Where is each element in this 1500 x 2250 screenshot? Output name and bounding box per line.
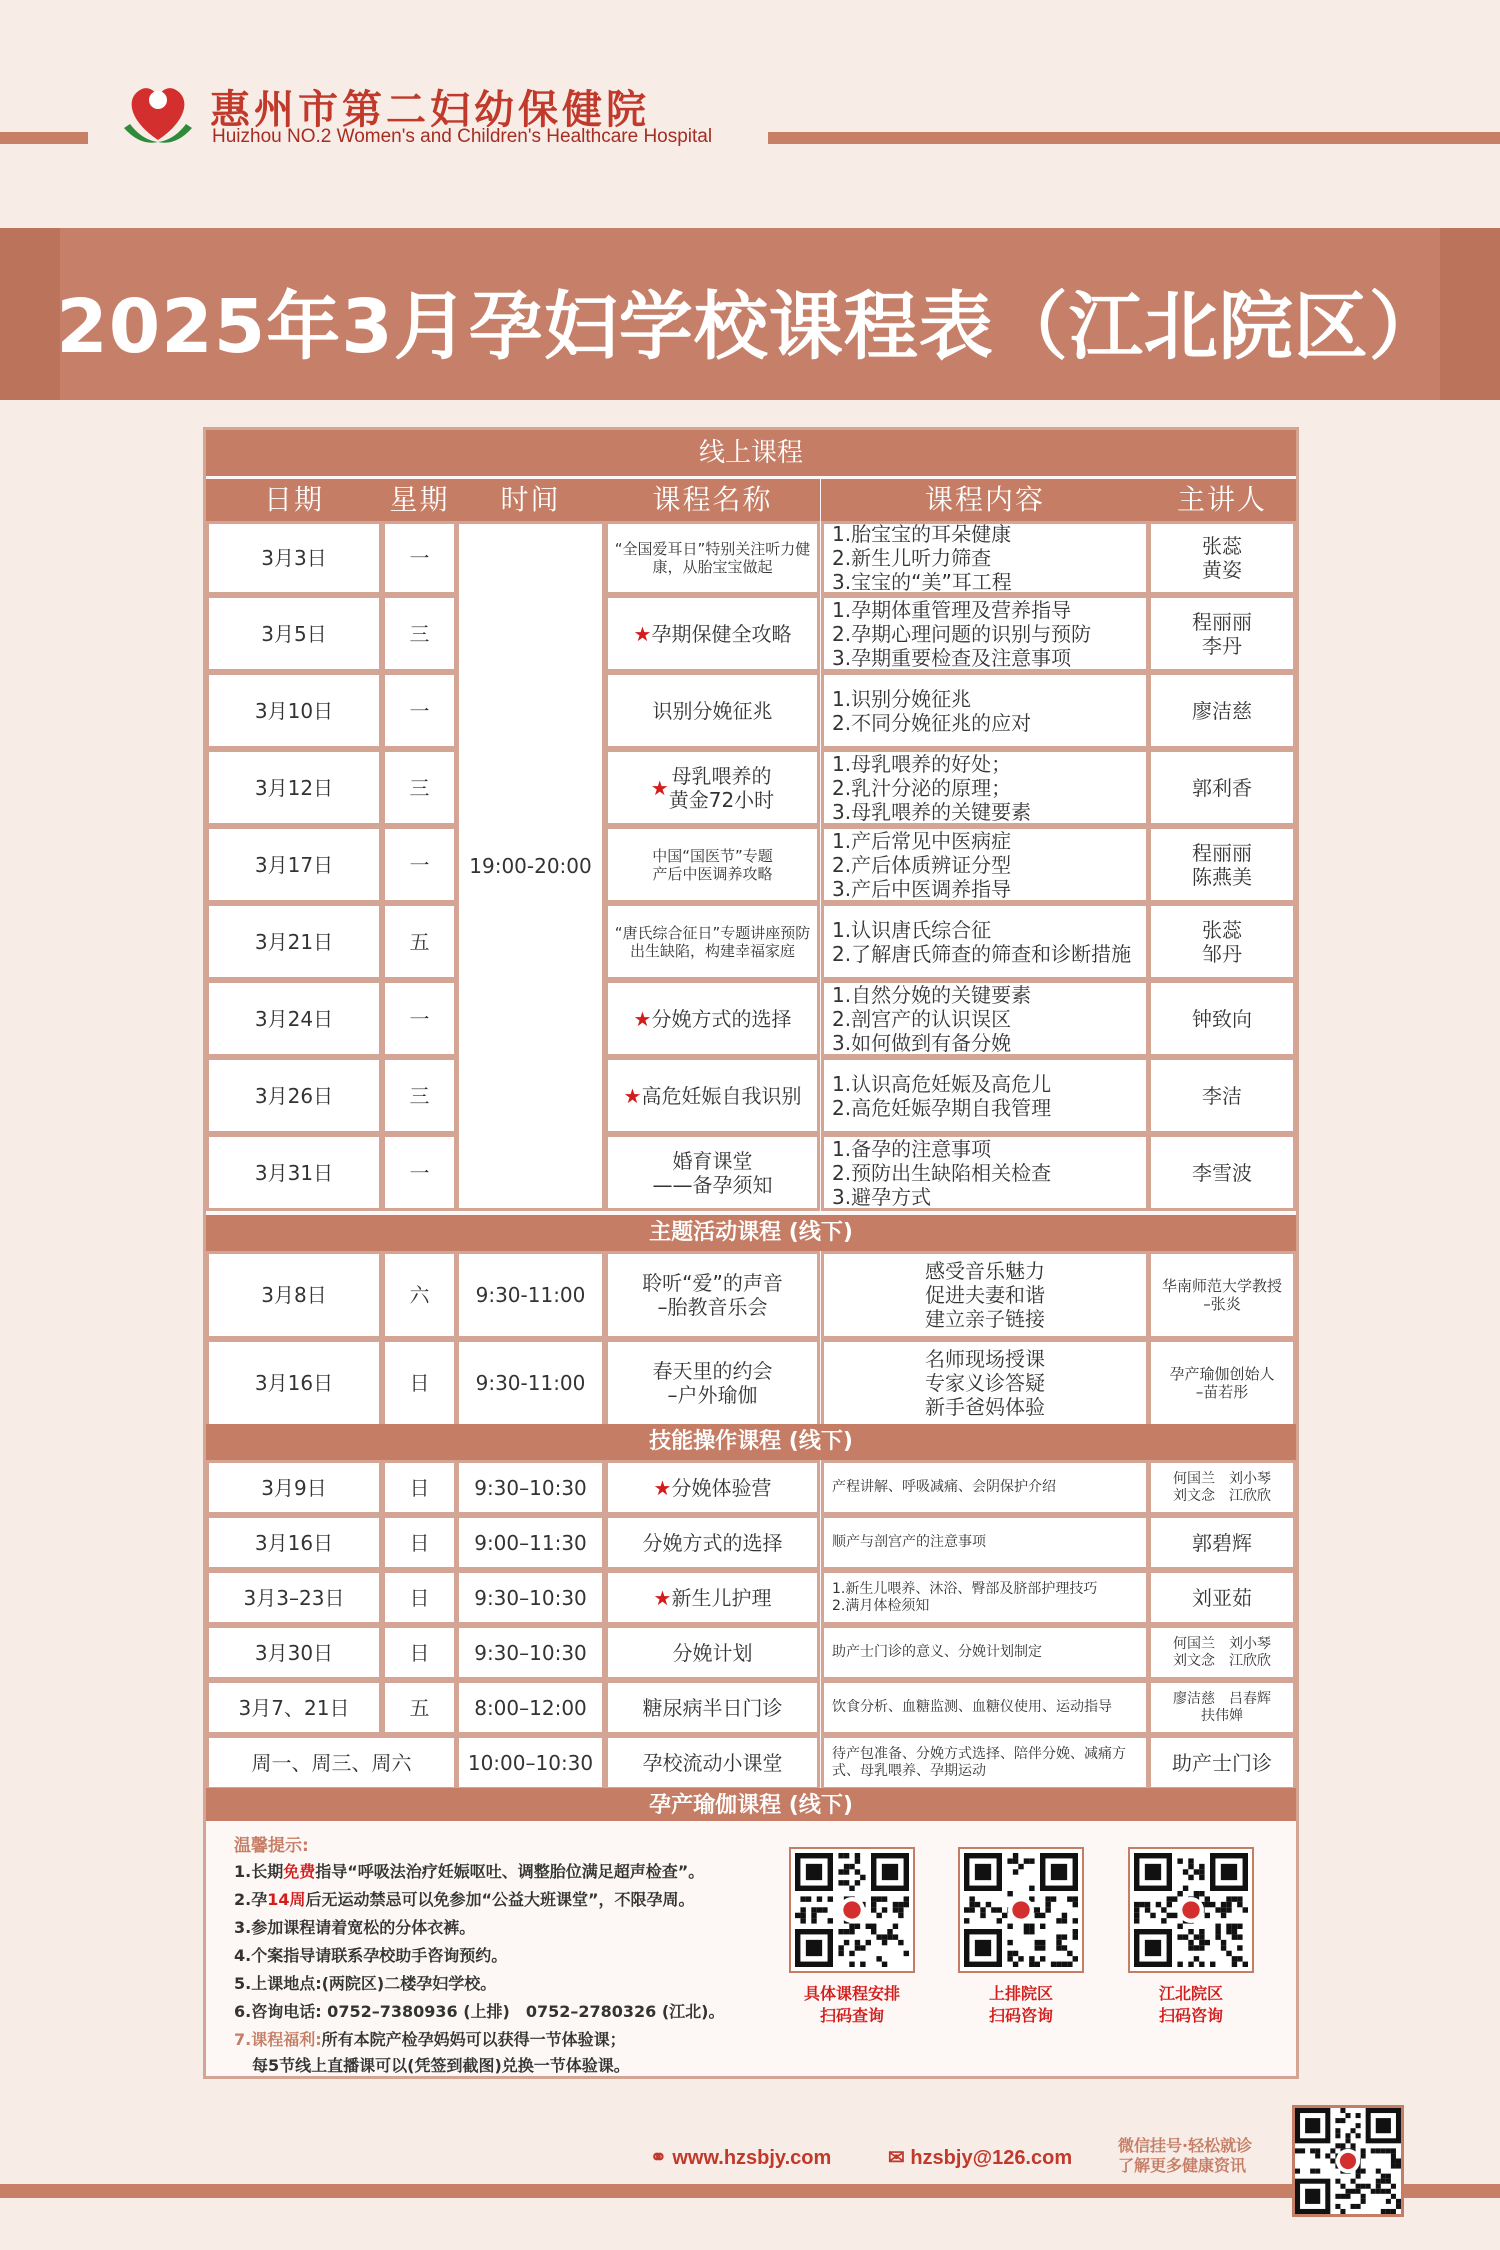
- course-name-cell: [605, 826, 820, 903]
- speaker-cell: 李雪波: [1148, 1134, 1296, 1211]
- course-name-cell: [605, 1735, 820, 1790]
- tip-4: 4.个案指导请联系孕校助手咨询预约。: [234, 1946, 508, 1965]
- course-name-text: 新生儿护理: [671, 1585, 772, 1610]
- speaker-cell: 李洁: [1148, 1057, 1296, 1134]
- course-content-cell: 顺产与剖宫产的注意事项: [821, 1515, 1149, 1570]
- qr-schedule-label: 具体课程安排 扫码查询: [803, 1984, 900, 2025]
- time-cell: 8:00–12:00: [456, 1680, 605, 1735]
- header-line-right: [768, 132, 1500, 144]
- weekday-cell: 日: [382, 1625, 457, 1680]
- weekday-cell: 三: [382, 595, 457, 672]
- course-name-cell: [605, 1134, 820, 1211]
- course-content-cell: 1.母乳喂养的好处； 2.乳汁分泌的原理； 3.母乳喂养的关键要素: [821, 749, 1149, 826]
- speaker-cell: 华南师范大学教授 –张炎: [1148, 1251, 1296, 1339]
- tips-panel: [206, 1821, 1296, 2076]
- course-name-text: 孕期保健全攻略: [651, 621, 792, 646]
- course-name-text: 分娩体验营: [671, 1475, 772, 1500]
- course-name-cell: [605, 749, 820, 826]
- time-cell: 9:30–10:30: [456, 1625, 605, 1680]
- hospital-logo-icon: [118, 70, 198, 150]
- time-cell: 9:00–11:30: [456, 1515, 605, 1570]
- column-header: 课程内容: [821, 479, 1149, 521]
- course-content-cell: 1.备孕的注意事项 2.预防出生缺陷相关检查 3.避孕方式: [821, 1134, 1149, 1211]
- column-header: 主讲人: [1148, 479, 1296, 521]
- star-icon: ★: [633, 621, 652, 646]
- course-content-cell: 1.新生儿喂养、沐浴、臀部及脐部护理技巧 2.满月体检须知: [821, 1570, 1149, 1625]
- column-header: 星期: [382, 479, 457, 521]
- course-name-text: 婚育课堂 ——备孕须知: [652, 1148, 773, 1197]
- schedule-table: [203, 427, 1299, 2079]
- section-yoga: 孕产瑜伽课程 (线下): [206, 1788, 1296, 1824]
- date-cell: 3月3日: [206, 521, 382, 595]
- weekday-cell: 一: [382, 980, 457, 1057]
- date-cell: 3月7、21日: [206, 1680, 382, 1735]
- star-icon: ★: [653, 1585, 672, 1610]
- date-cell: 3月16日: [206, 1515, 382, 1570]
- column-header: 课程名称: [605, 479, 820, 521]
- qr-shangpai-label: 上排院区 扫码咨询: [988, 1984, 1053, 2025]
- course-name-text: 高危妊娠自我识别: [641, 1083, 802, 1108]
- speaker-cell: 孕产瑜伽创始人 –苗若彤: [1148, 1339, 1296, 1427]
- weekday-cell: 日: [382, 1339, 457, 1427]
- course-name-text: 孕校流动小课堂: [642, 1750, 783, 1775]
- date-cell: 3月17日: [206, 826, 382, 903]
- hospital-name-cn: 惠州市第二妇幼保健院: [210, 86, 650, 133]
- time-cell: 9:30-11:00: [456, 1339, 605, 1427]
- time-cell: 19:00-20:00: [456, 521, 605, 1211]
- speaker-cell: 钟致向: [1148, 980, 1296, 1057]
- date-cell: 3月10日: [206, 672, 382, 749]
- qr-jiangbei[interactable]: [1128, 1847, 1254, 1973]
- course-name-text: 识别分娩征兆: [652, 698, 773, 723]
- time-cell: 9:30–10:30: [456, 1570, 605, 1625]
- page-title: 2025年3月孕妇学校课程表（江北院区）: [56, 284, 1444, 370]
- speaker-cell: 何国兰 刘小琴 刘文念 江欣欣: [1148, 1460, 1296, 1515]
- footer-slogan: 微信挂号·轻松就诊 了解更多健康资讯: [1118, 2136, 1253, 2175]
- weekday-cell: 一: [382, 826, 457, 903]
- speaker-cell: 何国兰 刘小琴 刘文念 江欣欣: [1148, 1625, 1296, 1680]
- hospital-name-en: Huizhou NO.2 Women's and Children's Healthcare Hospital: [212, 126, 713, 147]
- title-banner: [0, 228, 1500, 400]
- footer-website[interactable]: ⚭ www.hzsbjy.com: [650, 2147, 832, 2169]
- course-name-cell: [605, 1680, 820, 1735]
- mail-icon: ✉: [888, 2147, 911, 2169]
- date-cell: 3月5日: [206, 595, 382, 672]
- weekday-cell: 日: [382, 1515, 457, 1570]
- qr-jiangbei-label: 江北院区 扫码咨询: [1158, 1984, 1223, 2025]
- speaker-cell: 廖洁慈: [1148, 672, 1296, 749]
- footer-line: [0, 2184, 1500, 2198]
- course-content-cell: 1.认识高危妊娠及高危儿 2.高危妊娠孕期自我管理: [821, 1057, 1149, 1134]
- tip-5: 5.上课地点:(两院区)二楼孕妇学校。: [234, 1974, 497, 1993]
- time-cell: 9:30–10:30: [456, 1460, 605, 1515]
- qr-schedule[interactable]: [789, 1847, 915, 1973]
- header-line-left: [0, 132, 88, 144]
- course-name-text: 母乳喂养的 黄金72小时: [668, 763, 775, 812]
- globe-icon: ⚭: [650, 2147, 673, 2169]
- footer-qr-code[interactable]: [1292, 2105, 1404, 2217]
- date-cell: 3月12日: [206, 749, 382, 826]
- date-cell: 3月31日: [206, 1134, 382, 1211]
- section-activity: 主题活动课程 (线下): [206, 1215, 1296, 1251]
- column-header: 时间: [456, 479, 605, 521]
- star-icon: ★: [633, 1006, 652, 1031]
- tips-title: 温馨提示:: [234, 1836, 309, 1856]
- course-name-cell: [605, 521, 820, 595]
- course-name-cell: [605, 1057, 820, 1134]
- weekday-cell: 一: [382, 1134, 457, 1211]
- weekday-cell: 六: [382, 1251, 457, 1339]
- course-content-cell: 1.产后常见中医病症 2.产后体质辨证分型 3.产后中医调养指导: [821, 826, 1149, 903]
- tip-6: 6.咨询电话: 0752–7380936 (上排) 0752–2780326 (江北)。: [234, 2002, 725, 2021]
- date-cell: 3月9日: [206, 1460, 382, 1515]
- course-content-cell: 1.识别分娩征兆 2.不同分娩征兆的应对: [821, 672, 1149, 749]
- weekday-cell: 五: [382, 1680, 457, 1735]
- course-content-cell: 感受音乐魅力 促进夫妻和谐 建立亲子链接: [821, 1251, 1149, 1339]
- course-content-cell: 1.胎宝宝的耳朵健康 2.新生儿听力筛查 3.宝宝的“美”耳工程: [821, 521, 1149, 595]
- course-content-cell: 1.孕期体重管理及营养指导 2.孕期心理问题的识别与预防 3.孕期重要检查及注意事项: [821, 595, 1149, 672]
- course-name-cell: [605, 595, 820, 672]
- course-name-cell: [605, 1625, 820, 1680]
- section-online: 线上课程: [206, 430, 1296, 476]
- course-name-text: “唐氏综合征日”专题讲座预防出生缺陷，构建幸福家庭: [614, 923, 811, 960]
- speaker-cell: 助产士门诊: [1148, 1735, 1296, 1790]
- star-icon: ★: [650, 775, 669, 800]
- course-name-text: “全国爱耳日”特别关注听力健康，从胎宝宝做起: [614, 540, 811, 576]
- weekday-cell: 三: [382, 1057, 457, 1134]
- weekday-cell: 日: [382, 1570, 457, 1625]
- course-content-cell: 助产士门诊的意义、分娩计划制定: [821, 1625, 1149, 1680]
- date-cell: 3月21日: [206, 903, 382, 980]
- speaker-cell: 郭利香: [1148, 749, 1296, 826]
- date-cell: 3月30日: [206, 1625, 382, 1680]
- star-icon: ★: [653, 1475, 672, 1500]
- course-content-cell: 名师现场授课 专家义诊答疑 新手爸妈体验: [821, 1339, 1149, 1427]
- date-cell: 3月8日: [206, 1251, 382, 1339]
- course-name-cell: 聆听“爱”的声音 –胎教音乐会: [605, 1251, 820, 1339]
- course-name-cell: 春天里的约会 –户外瑜伽: [605, 1339, 820, 1427]
- tip-1: 1.长期免费指导“呼吸法治疗妊娠呕吐、调整胎位满足超声检查”。: [234, 1862, 705, 1881]
- date-cell: 3月16日: [206, 1339, 382, 1427]
- speaker-cell: 张蕊 邹丹: [1148, 903, 1296, 980]
- course-name-text: 分娩方式的选择: [642, 1530, 783, 1555]
- date-cell: 3月3–23日: [206, 1570, 382, 1625]
- time-cell: 10:00–10:30: [456, 1735, 605, 1790]
- course-content-cell: 待产包准备、分娩方式选择、陪伴分娩、减痛方式、母乳喂养、孕期运动: [821, 1735, 1149, 1790]
- column-header: 日期: [206, 479, 382, 521]
- tip-8: 每5节线上直播课可以(凭签到截图)兑换一节体验课。: [252, 2056, 630, 2075]
- course-name-cell: [605, 672, 820, 749]
- star-icon: ★: [623, 1083, 642, 1108]
- speaker-cell: 刘亚茹: [1148, 1570, 1296, 1625]
- weekday-cell: 五: [382, 903, 457, 980]
- date-cell: 周一、周三、周六: [206, 1735, 457, 1790]
- date-cell: 3月24日: [206, 980, 382, 1057]
- tip-7: 7.课程福利:所有本院产检孕妈妈可以获得一节体验课；: [234, 2030, 626, 2049]
- speaker-cell: 张蕊 黄姿: [1148, 521, 1296, 595]
- course-content-cell: 产程讲解、呼吸减痛、会阴保护介绍: [821, 1460, 1149, 1515]
- time-cell: 9:30-11:00: [456, 1251, 605, 1339]
- weekday-cell: 一: [382, 521, 457, 595]
- course-name-cell: [605, 903, 820, 980]
- course-content-cell: 1.自然分娩的关键要素 2.剖宫产的认识误区 3.如何做到有备分娩: [821, 980, 1149, 1057]
- weekday-cell: 三: [382, 749, 457, 826]
- qr-shangpai[interactable]: [958, 1847, 1084, 1973]
- weekday-cell: 日: [382, 1460, 457, 1515]
- course-name-text: 糖尿病半日门诊: [642, 1695, 783, 1720]
- speaker-cell: 程丽丽 陈燕美: [1148, 826, 1296, 903]
- date-cell: 3月26日: [206, 1057, 382, 1134]
- course-name-text: 分娩计划: [672, 1640, 753, 1665]
- tip-2: 2.孕14周后无运动禁忌可以免参加“公益大班课堂”，不限孕周。: [234, 1890, 695, 1909]
- footer-email[interactable]: ✉ hzsbjy@126.com: [888, 2147, 1073, 2169]
- course-name-cell: [605, 1460, 820, 1515]
- speaker-cell: 程丽丽 李丹: [1148, 595, 1296, 672]
- course-content-cell: 饮食分析、血糖监测、血糖仪使用、运动指导: [821, 1680, 1149, 1735]
- course-name-cell: [605, 1570, 820, 1625]
- weekday-cell: 一: [382, 672, 457, 749]
- tip-3: 3.参加课程请着宽松的分体衣裤。: [234, 1918, 476, 1937]
- course-name-cell: [605, 1515, 820, 1570]
- section-skills: 技能操作课程 (线下): [206, 1424, 1296, 1460]
- speaker-cell: 廖洁慈 吕春辉 扶伟婵: [1148, 1680, 1296, 1735]
- speaker-cell: 郭碧辉: [1148, 1515, 1296, 1570]
- course-name-cell: [605, 980, 820, 1057]
- course-content-cell: 1.认识唐氏综合征 2.了解唐氏筛查的筛查和诊断措施: [821, 903, 1149, 980]
- course-name-text: 中国“国医节”专题 产后中医调养攻略: [652, 846, 773, 883]
- course-name-text: 分娩方式的选择: [651, 1006, 792, 1031]
